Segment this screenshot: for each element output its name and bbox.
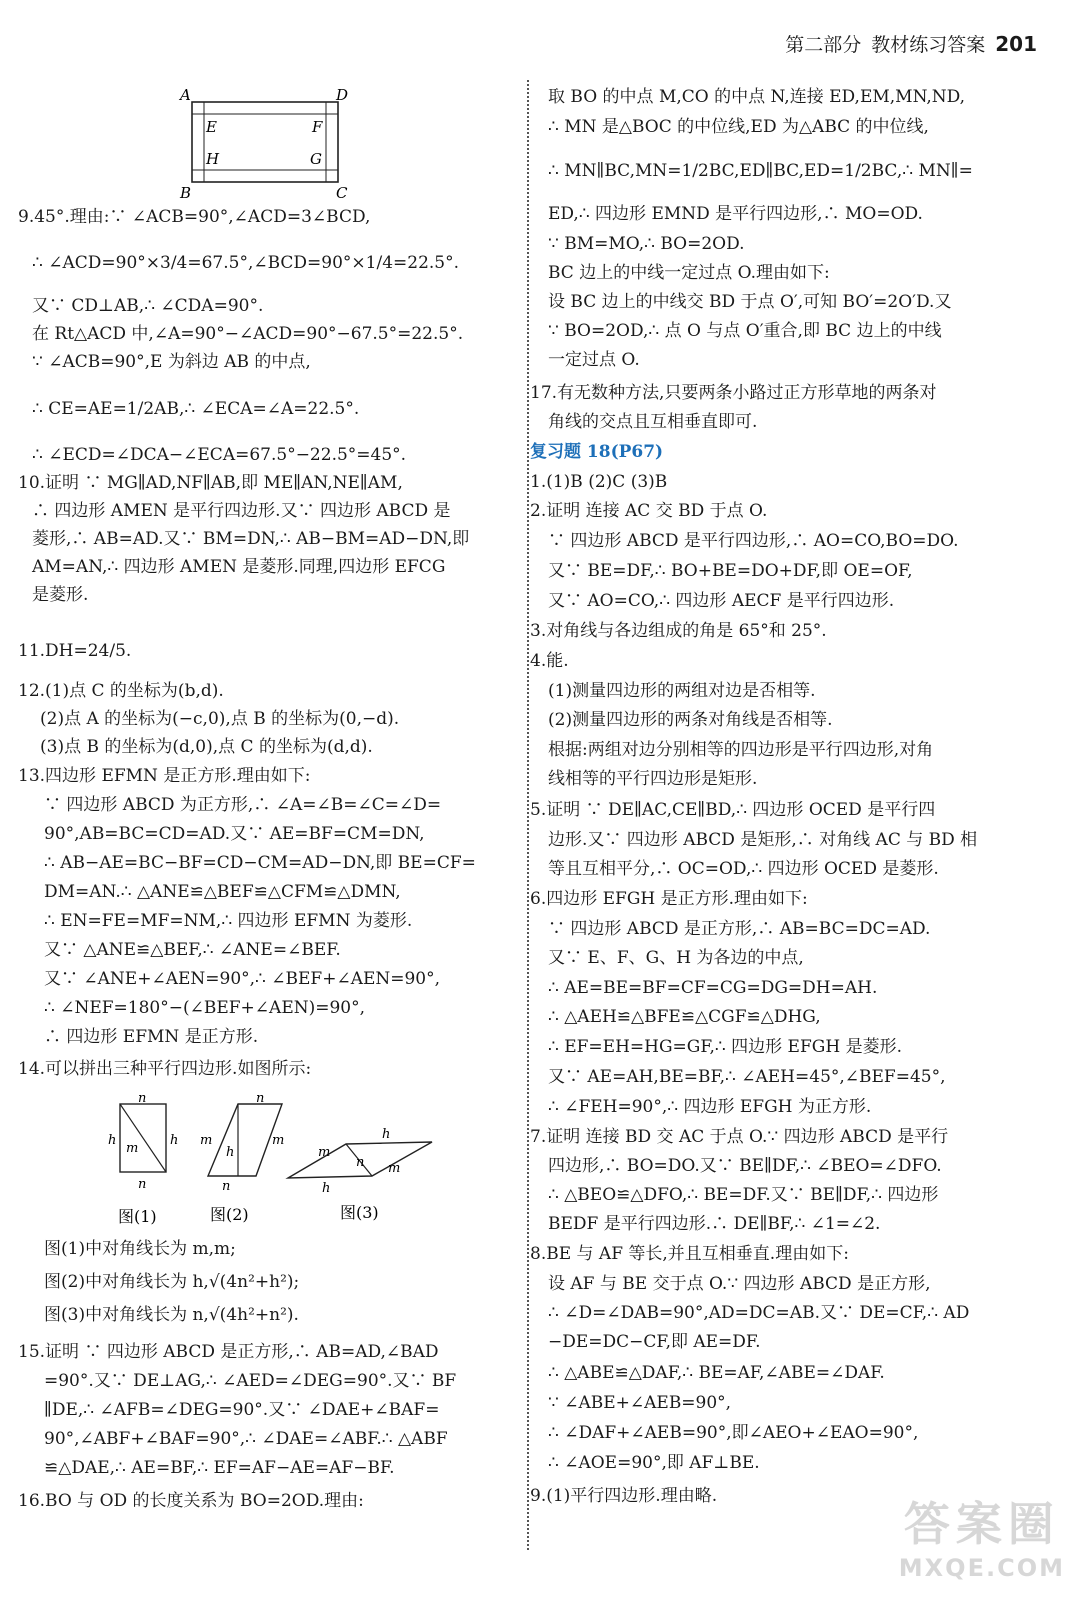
left-text-line: 13.四边形 EFMN 是正方形.理由如下: bbox=[18, 766, 311, 786]
left-text-line: 12.(1)点 C 的坐标为(b,d). bbox=[18, 681, 224, 701]
right-text-line: ∴ MN∥BC,MN=1/2BC,ED∥BC,ED=1/2BC,∴ MN∥= bbox=[548, 161, 973, 181]
watermark-bottom: MXQE.COM bbox=[898, 1554, 1065, 1582]
watermark bbox=[899, 1488, 1065, 1582]
left-text-line: ∥DE,∴ ∠AFB=∠DEG=90°.又∵ ∠DAE+∠BAF= bbox=[44, 1400, 440, 1420]
label-F: F bbox=[312, 118, 323, 136]
right-text-line: ∴ EF=EH=HG=GF,∴ 四边形 EFGH 是菱形. bbox=[548, 1037, 902, 1057]
left-text-line: ∴ AB−AE=BC−BF=CD−CM=AD−DN,即 BE=CF= bbox=[44, 853, 476, 873]
watermark-top: 答案圈 bbox=[903, 1497, 1060, 1551]
right-text-line: ∴ MN 是△BOC 的中位线,ED 为△ABC 的中位线, bbox=[548, 117, 929, 137]
right-text-line: 9.(1)平行四边形.理由略. bbox=[530, 1486, 718, 1506]
fig1-caption: 图(1) bbox=[118, 1207, 157, 1226]
left-text-line: 图(3)中对角线长为 n,√(4h²+n²). bbox=[44, 1305, 299, 1325]
label-D: D bbox=[336, 86, 349, 104]
left-text-line: (3)点 B 的坐标为(d,0),点 C 的坐标为(d,d). bbox=[40, 737, 373, 757]
right-text-line: 边形.又∵ 四边形 ABCD 是矩形,∴ 对角线 AC 与 BD 相 bbox=[548, 830, 978, 850]
label-C: C bbox=[336, 184, 348, 201]
header-title: 教材练习答案 bbox=[871, 34, 986, 56]
fig3-caption: 图(3) bbox=[340, 1203, 379, 1222]
rectangle-figure bbox=[178, 86, 358, 201]
right-text-line: 角线的交点且互相垂直即可. bbox=[548, 412, 758, 432]
left-text-line: 90°,∠ABF+∠BAF=90°,∴ ∠DAE=∠ABF.∴ △ABF bbox=[44, 1429, 448, 1449]
right-text-line: 复习题 18(P67) bbox=[530, 442, 664, 462]
fig3-n: n bbox=[356, 1155, 365, 1170]
page-number: 201 bbox=[995, 32, 1037, 56]
left-text-line: ∴ CE=AE=1/2AB,∴ ∠ECA=∠A=22.5°. bbox=[32, 399, 360, 419]
left-text-line: ∴ ∠ECD=∠DCA−∠ECA=67.5°−22.5°=45°. bbox=[32, 445, 407, 465]
left-text-line: 是菱形. bbox=[32, 585, 89, 605]
right-text-line: −DE=DC−CF,即 AE=DF. bbox=[548, 1332, 761, 1352]
column-divider bbox=[527, 80, 529, 1550]
left-text-line: 又∵ △ANE≌△BEF,∴ ∠ANE=∠BEF. bbox=[44, 940, 341, 960]
header-part: 第二部分 bbox=[785, 34, 862, 56]
right-text-line: ∴ ∠AOE=90°,即 AF⊥BE. bbox=[548, 1453, 760, 1473]
right-text-line: 2.证明 连接 AC 交 BD 于点 O. bbox=[530, 501, 768, 521]
left-text-line: ∴ 四边形 EFMN 是正方形. bbox=[44, 1027, 259, 1047]
label-A: A bbox=[180, 86, 191, 104]
label-H: H bbox=[206, 150, 220, 168]
left-text-line: 14.可以拼出三种平行四边形.如图所示: bbox=[18, 1059, 312, 1079]
fig2-m-right: m bbox=[272, 1133, 285, 1148]
fig2-n-bottom: n bbox=[222, 1179, 231, 1194]
right-text-line: 6.四边形 EFGH 是正方形.理由如下: bbox=[530, 889, 808, 909]
fig1-n-top: n bbox=[138, 1092, 147, 1106]
label-B: B bbox=[180, 184, 192, 201]
page-header bbox=[785, 30, 1037, 57]
right-text-line: BEDF 是平行四边形.∴ DE∥BF,∴ ∠1=∠2. bbox=[548, 1214, 881, 1234]
right-text-line: ∴ ∠FEH=90°,∴ 四边形 EFGH 为正方形. bbox=[548, 1097, 872, 1117]
right-text-line: 3.对角线与各边组成的角是 65°和 25°. bbox=[530, 621, 827, 641]
right-text-line: ∴ △BEO≌△DFO,∴ BE=DF.又∵ BE∥DF,∴ 四边形 bbox=[548, 1185, 939, 1205]
fig1-n-bottom: n bbox=[138, 1177, 147, 1192]
left-text-line: 又∵ ∠ANE+∠AEN=90°,∴ ∠BEF+∠AEN=90°, bbox=[44, 969, 441, 989]
right-text-line: 设 BC 边上的中线交 BD 于点 O′,可知 BO′=2O′D.又 bbox=[548, 292, 952, 312]
fig3-m-right: m bbox=[388, 1161, 401, 1176]
right-text-line: ∵ ∠ABE+∠AEB=90°, bbox=[548, 1393, 732, 1413]
right-text-line: ∴ AE=BE=BF=CF=CG=DG=DH=AH. bbox=[548, 978, 878, 998]
label-G: G bbox=[310, 150, 322, 168]
fig1-h-right: h bbox=[170, 1133, 179, 1148]
left-text-line: ∵ 四边形 ABCD 为正方形,∴ ∠A=∠B=∠C=∠D= bbox=[44, 795, 442, 815]
right-text-line: 又∵ AO=CO,∴ 四边形 AECF 是平行四边形. bbox=[548, 591, 895, 611]
left-text-line: DM=AN.∴ △ANE≌△BEF≌△CFM≌△DMN, bbox=[44, 882, 401, 902]
left-text-line: 图(2)中对角线长为 h,√(4n²+h²); bbox=[44, 1272, 300, 1292]
left-text-line: ∵ ∠ACB=90°,E 为斜边 AB 的中点, bbox=[32, 352, 311, 372]
right-text-line: 一定过点 O. bbox=[548, 350, 640, 370]
right-text-line: 又∵ BE=DF,∴ BO+BE=DO+DF,即 OE=OF, bbox=[548, 561, 913, 581]
right-text-line: ∴ △ABE≌△DAF,∴ BE=AF,∠ABE=∠DAF. bbox=[548, 1363, 885, 1383]
label-E: E bbox=[206, 118, 217, 136]
right-text-line: 又∵ AE=AH,BE=BF,∴ ∠AEH=45°,∠BEF=45°, bbox=[548, 1067, 946, 1087]
right-text-line: ∵ BM=MO,∴ BO=2OD. bbox=[548, 234, 745, 254]
left-text-line: 菱形,∴ AB=AD.又∵ BM=DN,∴ AB−BM=AD−DN,即 bbox=[32, 529, 470, 549]
left-text-line: (2)点 A 的坐标为(−c,0),点 B 的坐标为(0,−d). bbox=[40, 709, 400, 729]
right-text-line: 17.有无数种方法,只要两条小路过正方形草地的两条对 bbox=[530, 383, 937, 403]
right-text-line: 8.BE 与 AF 等长,并且互相垂直.理由如下: bbox=[530, 1244, 849, 1264]
fig3-h-bottom: h bbox=[322, 1181, 331, 1196]
left-text-line: 15.证明 ∵ 四边形 ABCD 是正方形,∴ AB=AD,∠BAD bbox=[18, 1342, 439, 1362]
right-text-line: ∴ ∠DAF+∠AEB=90°,即∠AEO+∠EAO=90°, bbox=[548, 1423, 919, 1443]
right-text-line: ED,∴ 四边形 EMND 是平行四边形,∴ MO=OD. bbox=[548, 204, 923, 224]
fig3-h-top: h bbox=[382, 1127, 391, 1142]
right-text-line: 根据:两组对边分别相等的四边形是平行四边形,对角 bbox=[548, 740, 934, 760]
fig2-caption: 图(2) bbox=[210, 1205, 249, 1224]
left-text-line: 10.证明 ∵ MG∥AD,NF∥AB,即 ME∥AN,NE∥AM, bbox=[18, 473, 403, 493]
right-text-line: 4.能. bbox=[530, 651, 569, 671]
right-text-line: (2)测量四边形的两条对角线是否相等. bbox=[548, 710, 833, 730]
left-text-line: 9.45°.理由:∵ ∠ACB=90°,∠ACD=3∠BCD, bbox=[18, 207, 371, 227]
right-text-line: 7.证明 连接 BD 交 AC 于点 O.∵ 四边形 ABCD 是平行 bbox=[530, 1127, 949, 1147]
left-text-line: 又∵ CD⊥AB,∴ ∠CDA=90°. bbox=[32, 296, 264, 316]
left-text-line: ∴ ∠ACD=90°×3/4=67.5°,∠BCD=90°×1/4=22.5°. bbox=[32, 253, 460, 273]
right-text-line: 设 AF 与 BE 交于点 O.∵ 四边形 ABCD 是正方形, bbox=[548, 1274, 931, 1294]
left-text-line: ∴ ∠NEF=180°−(∠BEF+∠AEN)=90°, bbox=[44, 998, 366, 1018]
right-text-line: BC 边上的中线一定过点 O.理由如下: bbox=[548, 263, 830, 283]
right-text-line: ∴ ∠D=∠DAB=90°,AD=DC=AB.又∵ DE=CF,∴ AD bbox=[548, 1303, 970, 1323]
left-text-line: 90°,AB=BC=CD=AD.又∵ AE=BF=CM=DN, bbox=[44, 824, 425, 844]
left-text-line: 在 Rt△ACD 中,∠A=90°−∠ACD=90°−67.5°=22.5°. bbox=[32, 324, 464, 344]
right-text-line: ∵ BO=2OD,∴ 点 O 与点 O′重合,即 BC 边上的中线 bbox=[548, 321, 942, 341]
right-text-line: 取 BO 的中点 M,CO 的中点 N,连接 ED,EM,MN,ND, bbox=[548, 87, 966, 107]
right-text-line: 四边形,∴ BO=DO.又∵ BE∥DF,∴ ∠BEO=∠DFO. bbox=[548, 1156, 942, 1176]
right-text-line: 1.(1)B (2)C (3)B bbox=[530, 472, 668, 492]
left-text-line: 11.DH=24/5. bbox=[18, 641, 132, 661]
right-text-line: 5.证明 ∵ DE∥AC,CE∥BD,∴ 四边形 OCED 是平行四 bbox=[530, 800, 936, 820]
left-text-line: ∴ EN=FE=MF=NM,∴ 四边形 EFMN 为菱形. bbox=[44, 911, 413, 931]
fig2-n-top: n bbox=[256, 1092, 265, 1106]
right-text-line: 线相等的平行四边形是矩形. bbox=[548, 769, 758, 789]
right-text-line: 又∵ E、F、G、H 为各边的中点, bbox=[548, 948, 804, 968]
left-text-line: =90°.又∵ DE⊥AG,∴ ∠AED=∠DEG=90°.又∵ BF bbox=[44, 1371, 457, 1391]
fig1-m: m bbox=[126, 1141, 139, 1156]
left-text-line: AM=AN,∴ 四边形 AMEN 是菱形.同理,四边形 EFCG bbox=[32, 557, 446, 577]
right-text-line: 等且互相平分,∴ OC=OD,∴ 四边形 OCED 是菱形. bbox=[548, 859, 939, 879]
left-text-line: 图(1)中对角线长为 m,m; bbox=[44, 1239, 236, 1259]
right-text-line: ∵ 四边形 ABCD 是平行四边形,∴ AO=CO,BO=DO. bbox=[548, 531, 959, 551]
right-text-line: ∵ 四边形 ABCD 是正方形,∴ AB=BC=DC=AD. bbox=[548, 919, 931, 939]
right-text-line: (1)测量四边形的两组对边是否相等. bbox=[548, 681, 816, 701]
left-text-line: ∴ 四边形 AMEN 是平行四边形.又∵ 四边形 ABCD 是 bbox=[32, 501, 451, 521]
fig2-m-left: m bbox=[200, 1133, 213, 1148]
left-text-line: ≌△DAE,∴ AE=BF,∴ EF=AF−AE=AF−BF. bbox=[44, 1458, 395, 1478]
fig1-h-left: h bbox=[108, 1133, 117, 1148]
fig2-h: h bbox=[226, 1145, 235, 1160]
fig3-m-left: m bbox=[318, 1145, 331, 1160]
right-text-line: ∴ △AEH≌△BFE≌△CGF≌△DHG, bbox=[548, 1007, 821, 1027]
left-text-line: 16.BO 与 OD 的长度关系为 BO=2OD.理由: bbox=[18, 1491, 364, 1511]
parallelogram-figures bbox=[100, 1092, 460, 1232]
